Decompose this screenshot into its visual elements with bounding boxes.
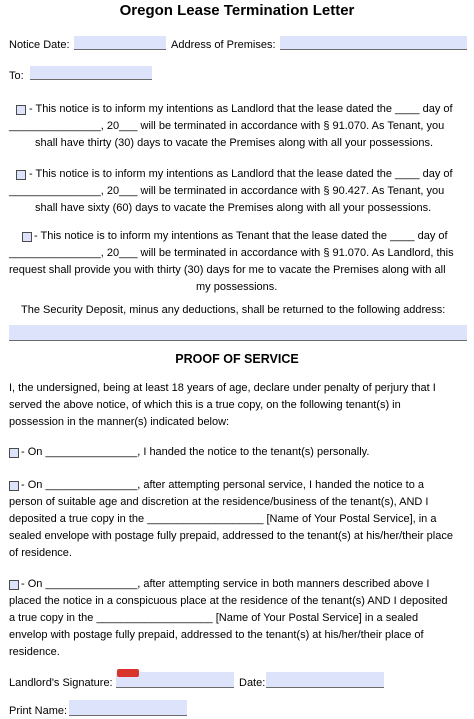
notice-date-field[interactable] bbox=[74, 36, 166, 50]
service-2-line-4: sealed envelope with postage fully prepaid, addressed to the tenant(s) at his/her/their place bbox=[9, 530, 453, 542]
address-label: Address of Premises: bbox=[171, 39, 276, 51]
return-address-field[interactable] bbox=[9, 325, 467, 341]
sign-here-flag-icon bbox=[117, 669, 139, 677]
date-label: Date: bbox=[239, 677, 266, 689]
option-3-line-4: my possessions. bbox=[196, 281, 278, 293]
service-3-checkbox[interactable] bbox=[9, 580, 19, 590]
service-3-line-5: residence. bbox=[9, 646, 60, 658]
service-1-line-1: - On _______________, I handed the notice to the tenant(s) personally. bbox=[21, 446, 370, 458]
option-2-line-1: - This notice is to inform my intentions as Landlord that the lease dated the ____ day of bbox=[29, 168, 453, 180]
option-1-checkbox[interactable] bbox=[16, 105, 26, 115]
service-3-line-4: envelop with postage fully prepaid, addressed to the tenant(s) at his/her/their place of bbox=[9, 629, 424, 641]
address-field[interactable] bbox=[280, 36, 467, 50]
print-name-field[interactable] bbox=[69, 700, 187, 716]
option-1-line-3: shall have thirty (30) days to vacate the Premises along with all your possessions. bbox=[35, 137, 434, 149]
signature-date-field[interactable] bbox=[266, 672, 384, 688]
print-name-label: Print Name: bbox=[9, 705, 68, 717]
service-3-line-2: placed the notice in a conspicuous place at the residence of the tenant(s) AND I deposited bbox=[9, 595, 448, 607]
service-2-line-1: - On _______________, after attempting personal service, I handed the notice to a bbox=[21, 479, 424, 491]
option-2-checkbox[interactable] bbox=[16, 170, 26, 180]
service-2-line-2: person of suitable age and discretion at the residence/business of the tenant(s), AND I bbox=[9, 496, 429, 508]
option-2-line-3: shall have sixty (60) days to vacate the Premises along with all your possessions. bbox=[35, 202, 432, 214]
service-3-line-1: - On _______________, after attempting service in both manners described above I bbox=[21, 578, 430, 590]
option-1-line-1: - This notice is to inform my intentions as Landlord that the lease dated the ____ day of bbox=[29, 103, 453, 115]
to-field[interactable] bbox=[30, 66, 152, 80]
service-2-checkbox[interactable] bbox=[9, 481, 19, 491]
proof-intro-line-3: possession in the manner(s) indicated below: bbox=[9, 416, 230, 428]
service-2-line-3: deposited a true copy in the ___________________ [Name of Your Postal Service], in a bbox=[9, 513, 437, 525]
option-3-line-2: _______________, 20___ will be terminated in accordance with § 91.070. As Landlord, this bbox=[9, 247, 454, 259]
proof-of-service-heading: PROOF OF SERVICE bbox=[175, 352, 299, 366]
to-label: To: bbox=[9, 70, 24, 82]
service-1-checkbox[interactable] bbox=[9, 448, 19, 458]
option-3-line-3: request shall provide you with thirty (30) days for me to vacate the Premises along with all bbox=[9, 264, 446, 276]
service-3-line-3: a true copy in the ___________________ [Name of Your Postal Service] in a sealed bbox=[9, 612, 419, 624]
proof-intro-line-2: served the above notice, of which this is a true copy, on the following tenant(s) in bbox=[9, 399, 401, 411]
page-title: Oregon Lease Termination Letter bbox=[119, 2, 355, 19]
option-2-line-2: _______________, 20___ will be terminated in accordance with § 90.427. As Tenant, you bbox=[9, 185, 445, 197]
option-3-checkbox[interactable] bbox=[22, 232, 32, 242]
signature-label: Landlord's Signature: bbox=[9, 677, 113, 689]
option-1-line-2: _______________, 20___ will be terminated in accordance with § 91.070. As Tenant, you bbox=[9, 120, 445, 132]
proof-intro-line-1: I, the undersigned, being at least 18 years of age, declare under penalty of perjury that I bbox=[9, 382, 436, 394]
option-3-line-1: - This notice is to inform my intentions as Tenant that the lease dated the ____ day of bbox=[34, 230, 448, 242]
security-deposit-text: The Security Deposit, minus any deductions, shall be returned to the following address: bbox=[21, 304, 446, 316]
notice-date-label: Notice Date: bbox=[9, 39, 70, 51]
service-2-line-5: of residence. bbox=[9, 547, 72, 559]
